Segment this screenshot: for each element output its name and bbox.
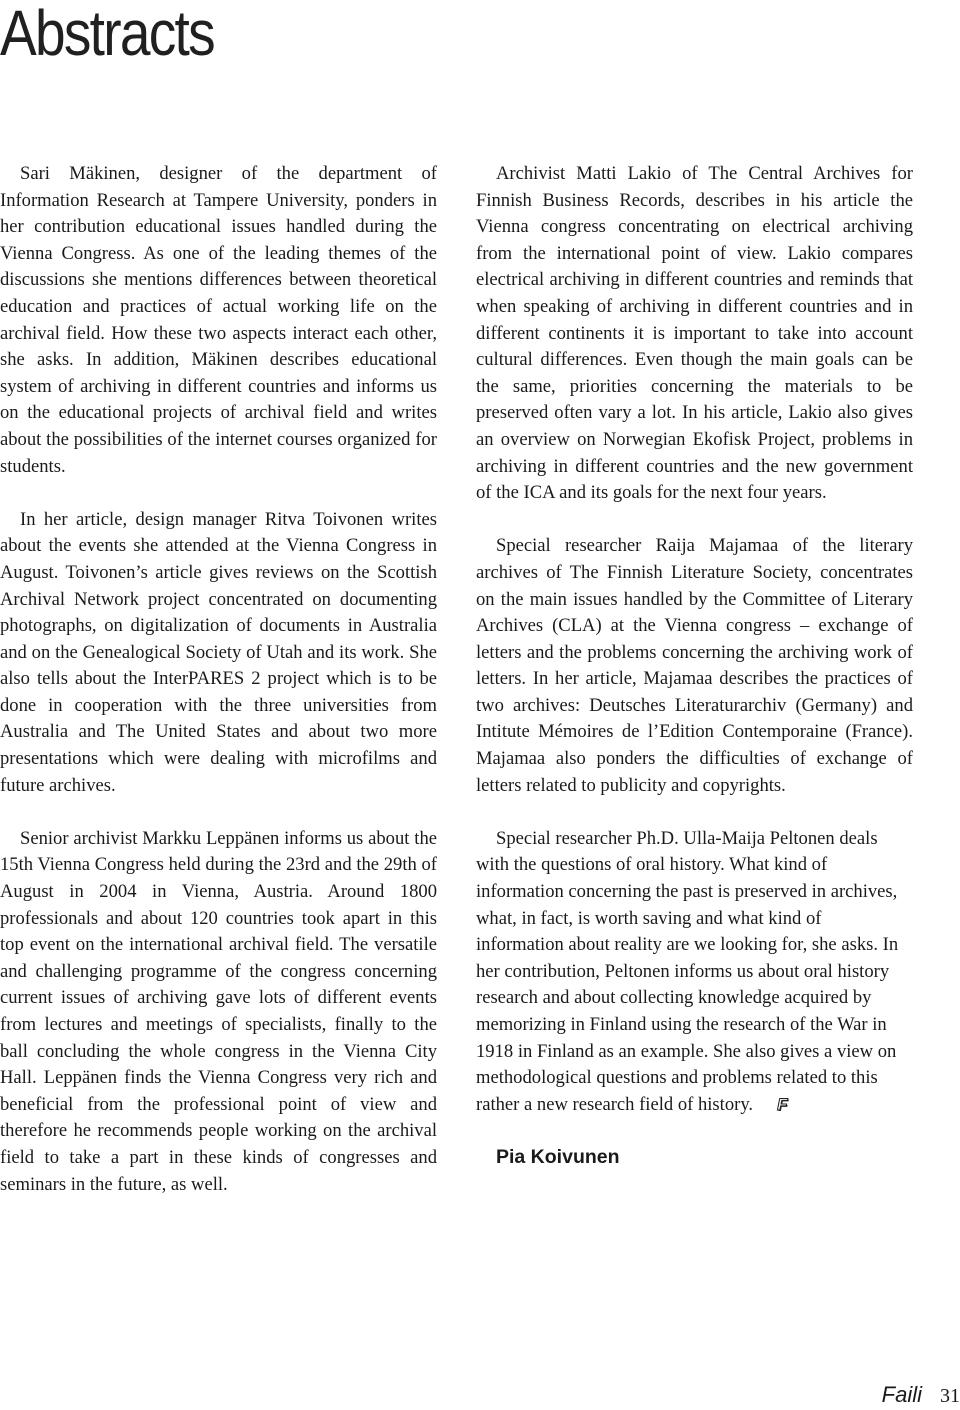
abstract-peltonen-text: Special researcher Ph.D. Ulla-Maija Peltonen deals with the questions of oral history. What kind of information concerning the past is preserved in archives, what, in fact, is worth saving and what kind of information about reality are we looking for, she asks. In her contribution, Peltonen informs us about oral history research and about collecting knowledge acquired by memorizing in Finland using the research of the War in 1918 in Finland as an example. She also gives a view on methodological questions and problems related to this rather a new research field of history. bbox=[476, 827, 899, 1115]
end-mark-icon: F bbox=[777, 1094, 788, 1114]
page-title: Abstracts bbox=[0, 0, 214, 69]
page-number: 31 bbox=[940, 1385, 960, 1407]
left-column bbox=[0, 161, 437, 1198]
abstract-majamaa: Special researcher Raija Majamaa of the literary archives of The Finnish Literature Society, concentrates on the main issues handled by the Committee of Literary Archives (CLA) at the Vienna congress – exchange of letters and the problems concerning the archiving work of letters. In her article, Majamaa describes the practices of two archives: Deutsches Literaturarchiv (Germany) and Intitute Mémoires de l’Edition Contemporaine (France). Majamaa also ponders the difficulties of exchange of letters related to publicity and copyrights. bbox=[476, 535, 913, 796]
magazine-name: Faili bbox=[881, 1382, 922, 1407]
page-footer bbox=[882, 1382, 960, 1408]
abstract-peltonen bbox=[476, 826, 913, 1119]
abstract-leppanen: Senior archivist Markku Leppänen informs us about the 15th Vienna Congress held during the 23rd and the 29th of August in 2004 in Vienna, Austria. Around 1800 professionals and about 120 countries took apart in this top event on the international archival field. The versatile and challenging programme of the congress concerning current issues of archiving gave lots of different events from lectures and meetings of specialists, finally to the ball concluding the whole congress in the Vienna City Hall. Leppänen finds the Vienna Congress very rich and beneficial from the professional point of view and therefore he recommends people working on the archival field to take a part in these kinds of congresses and seminars in the future, as well. bbox=[0, 827, 437, 1195]
author-name: Pia Koivunen bbox=[496, 1146, 620, 1169]
abstract-lakio: Archivist Matti Lakio of The Central Archives for Finnish Business Records, describes in his article the Vienna congress concentrating on electrical archiving from the international point of view. Lakio compares electrical archiving in different countries and reminds that when speaking of archiving in different countries and in different continents it is important to take into account cultural differences. Even though the main goals can be the same, priorities concerning the materials to be preserved often vary a lot. In his article, Lakio also gives an overview on Norwegian Ekofisk Project, problems in archiving in different countries and the new government of the ICA and its goals for the next four years. bbox=[476, 163, 913, 504]
right-column bbox=[476, 161, 913, 1171]
abstract-makinen: Sari Mäkinen, designer of the department of Information Research at Tampere University, ponders in her contribution educational issues handled during the Vienna Congress. As one of the leading themes of the discussions she mentions differences between theoretical education and practices of actual working life on the archival field. How these two aspects interact each other, she asks. In addition, Mäkinen describes educational system of archiving in different countries and informs us on the educational projects of archival field and writes about the possibilities of the internet courses organized for students. bbox=[0, 163, 437, 477]
abstract-toivonen: In her article, design manager Ritva Toivonen writes about the events she attended at the Vienna Congress in August. Toivonen’s article gives reviews on the Scottish Archival Network project concentrated on documenting photographs, on digitalization of documents in Australia and on the Genealogical Society of Utah and its work. She also tells about the InterPARES 2 project which is to be done in cooperation with the three universities from Australia and The United States and about two more presentations which were dealing with microfilms and future archives. bbox=[0, 508, 437, 796]
